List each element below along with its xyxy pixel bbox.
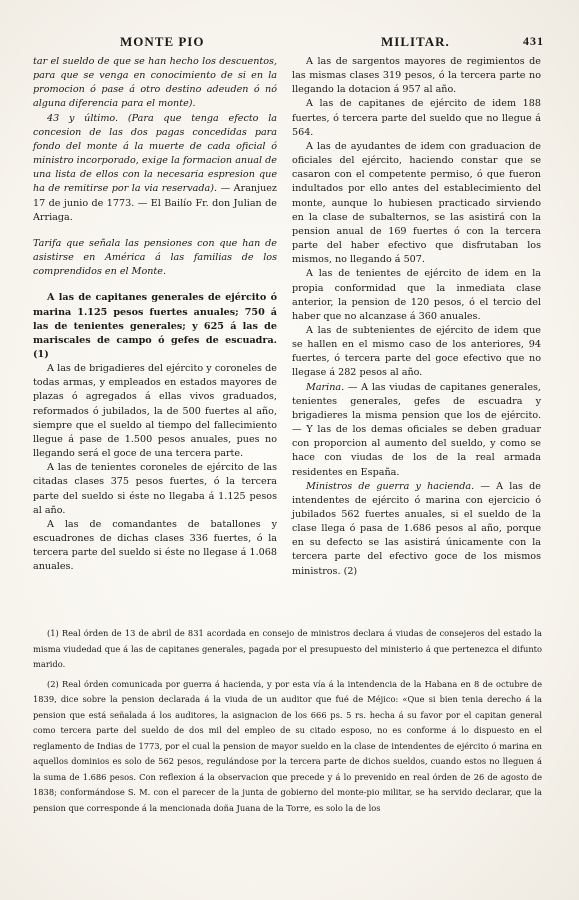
section-label: Marina. (306, 381, 345, 393)
header-left: MONTE PIO (120, 34, 205, 49)
right-column (292, 55, 541, 579)
section-label: Ministros de guerra y hacienda. (306, 480, 475, 492)
section-text: — A las de intendentes de ejército ó marina con ejercicio ó jubilados 562 fuertes anuales, si el sueldo de la clase llega ó pasa de 1.686 pesos al año, porque en su defecto se las asistirá únicamente con la tercera parte del efectivo goce de los mismos ministros. (2) (292, 480, 541, 577)
footnote: (2) Real órden comunicada por guerra á hacienda, y por esta vía á la intendencia de la Habana en 8 de octubre de 1839, dice sobre la pension declarada á la viuda de un auditor que fué de Méjico: «Que si bien tenia derecho á la pension que está señalada á los auditores, la asignacion de los 666 ps. 5 rs. hecha á su favor por el capitan general como tercera parte del sueldo de dos mil del empleo de su citado esposo, no es conforme á lo dispuesto en el reglamento de Indias de 1773, por el cual la pension de mayor sueldo en la clase de intendentes de ejército ó marina en aquellos dominios es solo de 562 pesos, regulándose por la tercera parte de dichos sueldos, cuando estos no lleguen á la suma de 1.686 pesos. Con reflexion á la observacion que precede y á lo prevenido en real órden de 26 de agosto de 1838; conformándose S. M. con el parecer de la junta de gobierno del monte-pio militar, se ha servido declarar, que la pension que corresponde á la mencionada doña Juana de la Torre, es solo la de los (33, 678, 542, 813)
header-right: MILITAR. (381, 34, 450, 49)
paragraph: A las de tenientes de ejército de idem en la propia conformidad que la inmediata clase anterior, la pension de 120 pesos, ó el tercio del haber que no alcanzase á 360 anuales. (292, 268, 541, 322)
footnotes (33, 626, 542, 816)
section-text: — A las viudas de capitanes generales, tenientes generales, gefes de escuadra y brigadieres la misma pension que los de ejército. — Y las de los demas oficiales se deben graduar con proporcion al aumento del sueldo, y como se hace con viudas de los de la real armada residentes en España. (292, 381, 541, 478)
paragraph (292, 381, 541, 480)
paragraph: tar el sueldo de que se han hecho los descuentos, para que se venga en conocimiento de si en la promocion ó pase á otro destino adeuden ó nó alguna diferencia para el monte). (33, 56, 277, 110)
paragraph: A las de sargentos mayores de regimientos de las mismas clases 319 pesos, ó la tercera parte no llegando la dotacion á 957 al año. (292, 56, 541, 96)
article-signature: — Aranjuez 17 de junio de 1773. — El Bailío Fr. don Julian de Arriaga. (33, 183, 277, 223)
paragraph: A las de capitanes de ejército de idem 188 fuertes, ó tercera parte del sueldo que no llegue á 564. (292, 98, 541, 138)
footnote: (1) Real órden de 13 de abril de 831 acordada en consejo de ministros declara á viudas de consejeros del estado la misma viudedad que á las de capitanes generales, pagada por el presupuesto del ministerio á que pertenezca el difunto marido. (33, 628, 542, 669)
running-header (32, 34, 544, 52)
paragraph: A las de ayudantes de idem con graduacion de oficiales del ejército, haciendo constar que se casaron con el competente permiso, ó que fueron indultados por ello antes del establecimiento del monte, aunque lo hubiesen practicado sirviendo en la clase de subalternos, se las asistirá con la pension anual de 169 fuertes ó con la tercera parte del haber efectivo que disfrutaban los mismos, no llegando á 507. (292, 140, 541, 266)
spacer (33, 225, 277, 237)
paragraph: A las de capitanes generales de ejército ó marina 1.125 pesos fuertes anuales; 750 á las de tenientes generales; y 625 á las de mariscales de campo ó gefes de escuadra. (1) (33, 292, 277, 360)
paragraph: A las de tenientes coroneles de ejército de las citadas clases 375 pesos fuertes, ó la tercera parte del sueldo si éste no llegaba á 1.125 pesos al año. (33, 462, 277, 516)
page-number: 431 (523, 34, 544, 48)
article-lead: 43 y último. (47, 112, 119, 124)
paragraph (33, 112, 277, 225)
paragraph: A las de brigadieres del ejército y coroneles de todas armas, y empleados en estados mayores de plazas ó agregados á ellas vivos graduados, reformados ó jubilados, la de 500 fuertes al año, siempre que el sueldo al tiempo del fallecimiento llegue á pase de 1.500 pesos anuales, pues no llegando será el goce de una tercera parte. (33, 363, 277, 460)
paragraph: A las de subtenientes de ejército de idem que se hallen en el mismo caso de los anteriores, 94 fuertes, ó tercera parte del goce efectivo que no llegase á 282 pesos al año. (292, 324, 541, 379)
paragraph: A las de comandantes de batallones y escuadrones de dichas clases 336 fuertes, ó la tercera parte del sueldo si éste no llegase á 1.068 anuales. (33, 518, 277, 573)
tariff-title: Tarifa que señala las pensiones con que han de asistirse en América á las familias de los comprendidos en el Monte. (33, 237, 277, 278)
left-column (33, 55, 277, 574)
article-text: (Para que tenga efecto la concesion de las dos pagas concedidas para fondo del monte á la muerte de cada oficial ó ministro incorporado, exige la formacion anual de una lista de ellos con la necesaria espresion que ha de remitirse por la via reservada). (33, 112, 278, 195)
paragraph (292, 480, 541, 579)
spacer (33, 279, 277, 291)
